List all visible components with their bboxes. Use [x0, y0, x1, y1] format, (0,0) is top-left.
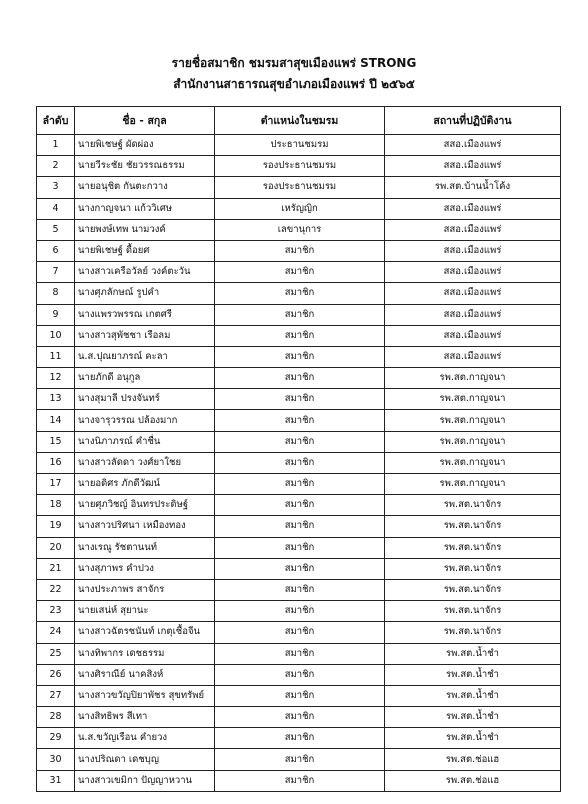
- cell-order: 28: [37, 707, 75, 728]
- cell-name: นายเสน่ห์ สุยานะ: [75, 601, 215, 622]
- cell-workplace: รพ.สต.นาจักร: [385, 579, 561, 600]
- table-row: [37, 262, 561, 283]
- cell-position: สมาชิก: [215, 537, 385, 558]
- table-row: [37, 219, 561, 240]
- cell-position: สมาชิก: [215, 240, 385, 261]
- cell-name: นายพิเชษฐ์ ดื้อยศ: [75, 240, 215, 261]
- document-title: รายชื่อสมาชิก ชมรมสาสุขเมืองแพร่ STRONG: [171, 56, 417, 70]
- cell-workplace: สสอ.เมืองแพร่: [385, 219, 561, 240]
- cell-name: นางประภาพร สาจักร: [75, 579, 215, 600]
- cell-position: สมาชิก: [215, 495, 385, 516]
- cell-order: 6: [37, 240, 75, 261]
- cell-position: สมาชิก: [215, 558, 385, 579]
- cell-order: 11: [37, 346, 75, 367]
- table-row: [37, 389, 561, 410]
- cell-name: นางกาญจนา แก้ววิเศษ: [75, 198, 215, 219]
- cell-workplace: สสอ.เมืองแพร่: [385, 240, 561, 261]
- table-row: [37, 198, 561, 219]
- cell-position: สมาชิก: [215, 346, 385, 367]
- cell-workplace: รพ.สต.นาจักร: [385, 537, 561, 558]
- cell-order: 5: [37, 219, 75, 240]
- table-row: [37, 410, 561, 431]
- cell-order: 19: [37, 516, 75, 537]
- table-row: [37, 685, 561, 706]
- cell-name: นางสาวเขมิกา ปัญญาหวาน: [75, 770, 215, 791]
- cell-name: นางเรณู รัชตานนท์: [75, 537, 215, 558]
- cell-order: 15: [37, 431, 75, 452]
- table-row: [37, 346, 561, 367]
- cell-position: สมาชิก: [215, 474, 385, 495]
- cell-workplace: รพ.สต.บ้านน้ำโค้ง: [385, 177, 561, 198]
- cell-position: สมาชิก: [215, 283, 385, 304]
- cell-position: สมาชิก: [215, 685, 385, 706]
- header-workplace: สถานที่ปฏิบัติงาน: [385, 107, 561, 135]
- cell-order: 12: [37, 368, 75, 389]
- cell-order: 22: [37, 579, 75, 600]
- table-row: [37, 516, 561, 537]
- cell-name: นางสุภาพร คำปวง: [75, 558, 215, 579]
- cell-workplace: สสอ.เมืองแพร่: [385, 262, 561, 283]
- cell-name: นายอดิศร ภักดีวัฒน์: [75, 474, 215, 495]
- table-row: [37, 643, 561, 664]
- cell-name: นางสาวสุพัชชา เรือลม: [75, 325, 215, 346]
- cell-name: นายวีระชัย ชัยวรรณธรรม: [75, 156, 215, 177]
- cell-order: 7: [37, 262, 75, 283]
- table-row: [37, 431, 561, 452]
- cell-order: 26: [37, 664, 75, 685]
- cell-order: 29: [37, 728, 75, 749]
- cell-workplace: รพ.สต.น้ำชำ: [385, 728, 561, 749]
- cell-order: 14: [37, 410, 75, 431]
- table-row: [37, 474, 561, 495]
- table-row: [37, 177, 561, 198]
- table-row: [37, 452, 561, 473]
- cell-position: สมาชิก: [215, 579, 385, 600]
- cell-order: 2: [37, 156, 75, 177]
- cell-workplace: รพ.สต.น้ำชำ: [385, 707, 561, 728]
- table-row: [37, 325, 561, 346]
- cell-workplace: รพ.สต.น้ำชำ: [385, 685, 561, 706]
- cell-position: สมาชิก: [215, 643, 385, 664]
- cell-name: นางสุมาลี ปรงจันทร์: [75, 389, 215, 410]
- cell-position: เหรัญญิก: [215, 198, 385, 219]
- cell-order: 21: [37, 558, 75, 579]
- cell-workplace: สสอ.เมืองแพร่: [385, 304, 561, 325]
- header-name: ชื่อ - สกุล: [75, 107, 215, 135]
- cell-position: สมาชิก: [215, 601, 385, 622]
- cell-name: นางปริณดา เดชบุญ: [75, 749, 215, 770]
- cell-name: นายภักดี อนุกูล: [75, 368, 215, 389]
- table-row: [37, 304, 561, 325]
- table-row: [37, 749, 561, 770]
- cell-order: 3: [37, 177, 75, 198]
- table-row: [37, 495, 561, 516]
- cell-workplace: รพ.สต.นาจักร: [385, 601, 561, 622]
- cell-order: 8: [37, 283, 75, 304]
- cell-position: สมาชิก: [215, 452, 385, 473]
- cell-position: สมาชิก: [215, 622, 385, 643]
- cell-position: สมาชิก: [215, 664, 385, 685]
- cell-workplace: สสอ.เมืองแพร่: [385, 156, 561, 177]
- table-row: [37, 135, 561, 156]
- cell-workplace: รพ.สต.นาจักร: [385, 622, 561, 643]
- cell-name: นายอนุชิต กันตะกวาง: [75, 177, 215, 198]
- cell-name: นายพงษ์เทพ นามวงค์: [75, 219, 215, 240]
- cell-workplace: สสอ.เมืองแพร่: [385, 325, 561, 346]
- cell-order: 27: [37, 685, 75, 706]
- cell-workplace: รพ.สต.น้ำชำ: [385, 643, 561, 664]
- cell-workplace: สสอ.เมืองแพร่: [385, 198, 561, 219]
- member-table: [36, 106, 561, 792]
- cell-order: 30: [37, 749, 75, 770]
- cell-workplace: รพ.สต.กาญจนา: [385, 474, 561, 495]
- cell-workplace: รพ.สต.ช่อแฮ: [385, 770, 561, 791]
- cell-workplace: รพ.สต.กาญจนา: [385, 431, 561, 452]
- table-row: [37, 728, 561, 749]
- cell-name: นางจารุวรรณ ปล้องมาก: [75, 410, 215, 431]
- cell-workplace: รพ.สต.นาจักร: [385, 495, 561, 516]
- cell-workplace: รพ.สต.กาญจนา: [385, 368, 561, 389]
- cell-position: รองประธานชมรม: [215, 156, 385, 177]
- table-row: [37, 537, 561, 558]
- cell-position: เลขานุการ: [215, 219, 385, 240]
- cell-name: นางศิราณีย์ นาคสิงห์: [75, 664, 215, 685]
- cell-workplace: รพ.สต.น้ำชำ: [385, 664, 561, 685]
- header-row: [37, 107, 561, 135]
- cell-position: สมาชิก: [215, 325, 385, 346]
- cell-workplace: รพ.สต.นาจักร: [385, 516, 561, 537]
- cell-name: นายพิเชษฐ์ ผัดผ่อง: [75, 135, 215, 156]
- cell-position: สมาชิก: [215, 431, 385, 452]
- cell-position: สมาชิก: [215, 516, 385, 537]
- cell-workplace: สสอ.เมืองแพร่: [385, 135, 561, 156]
- cell-position: สมาชิก: [215, 304, 385, 325]
- cell-order: 13: [37, 389, 75, 410]
- cell-order: 31: [37, 770, 75, 791]
- cell-name: น.ส.ปุณยาภรณ์ คะลา: [75, 346, 215, 367]
- cell-order: 1: [37, 135, 75, 156]
- cell-position: สมาชิก: [215, 368, 385, 389]
- cell-position: สมาชิก: [215, 728, 385, 749]
- cell-order: 10: [37, 325, 75, 346]
- cell-order: 4: [37, 198, 75, 219]
- cell-name: นางสาวขวัญปิยาพัชร สุขทรัพย์: [75, 685, 215, 706]
- cell-order: 24: [37, 622, 75, 643]
- table-row: [37, 664, 561, 685]
- cell-order: 25: [37, 643, 75, 664]
- cell-position: สมาชิก: [215, 749, 385, 770]
- cell-name: นางสาวฉัตรชนันท์ เกตุเชื้อจีน: [75, 622, 215, 643]
- cell-workplace: รพ.สต.กาญจนา: [385, 452, 561, 473]
- cell-name: นายศุภวิชญ์ อินทรประดิษฐ์: [75, 495, 215, 516]
- cell-order: 9: [37, 304, 75, 325]
- document-subtitle: สำนักงานสาธารณสุขอำเภอเมืองแพร่ ปี ๒๕๖๕: [173, 77, 415, 91]
- table-row: [37, 770, 561, 791]
- cell-position: สมาชิก: [215, 770, 385, 791]
- cell-name: น.ส.ขวัญเรือน คำยวง: [75, 728, 215, 749]
- table-row: [37, 579, 561, 600]
- table-row: [37, 707, 561, 728]
- cell-position: รองประธานชมรม: [215, 177, 385, 198]
- table-row: [37, 156, 561, 177]
- cell-name: นางนิภาภรณ์ คำชื่น: [75, 431, 215, 452]
- cell-workplace: รพ.สต.กาญจนา: [385, 389, 561, 410]
- cell-position: สมาชิก: [215, 410, 385, 431]
- header-order: ลำดับ: [37, 107, 75, 135]
- table-row: [37, 240, 561, 261]
- header-position: ตำแหน่งในชมรม: [215, 107, 385, 135]
- table-row: [37, 601, 561, 622]
- cell-name: นางสาวเครือวัลย์ วงค์ตะวัน: [75, 262, 215, 283]
- cell-workplace: รพ.สต.กาญจนา: [385, 410, 561, 431]
- table-row: [37, 368, 561, 389]
- cell-name: นางสิทธิพร สีเทา: [75, 707, 215, 728]
- cell-workplace: รพ.สต.นาจักร: [385, 558, 561, 579]
- cell-order: 20: [37, 537, 75, 558]
- cell-order: 16: [37, 452, 75, 473]
- cell-name: นางศุภลักษณ์ รูปคำ: [75, 283, 215, 304]
- cell-workplace: สสอ.เมืองแพร่: [385, 283, 561, 304]
- cell-position: สมาชิก: [215, 262, 385, 283]
- table-row: [37, 283, 561, 304]
- cell-order: 18: [37, 495, 75, 516]
- cell-position: สมาชิก: [215, 389, 385, 410]
- table-row: [37, 558, 561, 579]
- cell-order: 23: [37, 601, 75, 622]
- cell-name: นางสาวลัดดา วงศ์ยาใชย: [75, 452, 215, 473]
- cell-position: ประธานชมรม: [215, 135, 385, 156]
- cell-order: 17: [37, 474, 75, 495]
- table-row: [37, 622, 561, 643]
- cell-workplace: รพ.สต.ช่อแฮ: [385, 749, 561, 770]
- table-body: [37, 135, 561, 792]
- cell-workplace: สสอ.เมืองแพร่: [385, 346, 561, 367]
- cell-name: นางทิพากร เดชธรรม: [75, 643, 215, 664]
- cell-position: สมาชิก: [215, 707, 385, 728]
- cell-name: นางแพรวพรรณ เกตศรี: [75, 304, 215, 325]
- cell-name: นางสาวปริศนา เหมืองทอง: [75, 516, 215, 537]
